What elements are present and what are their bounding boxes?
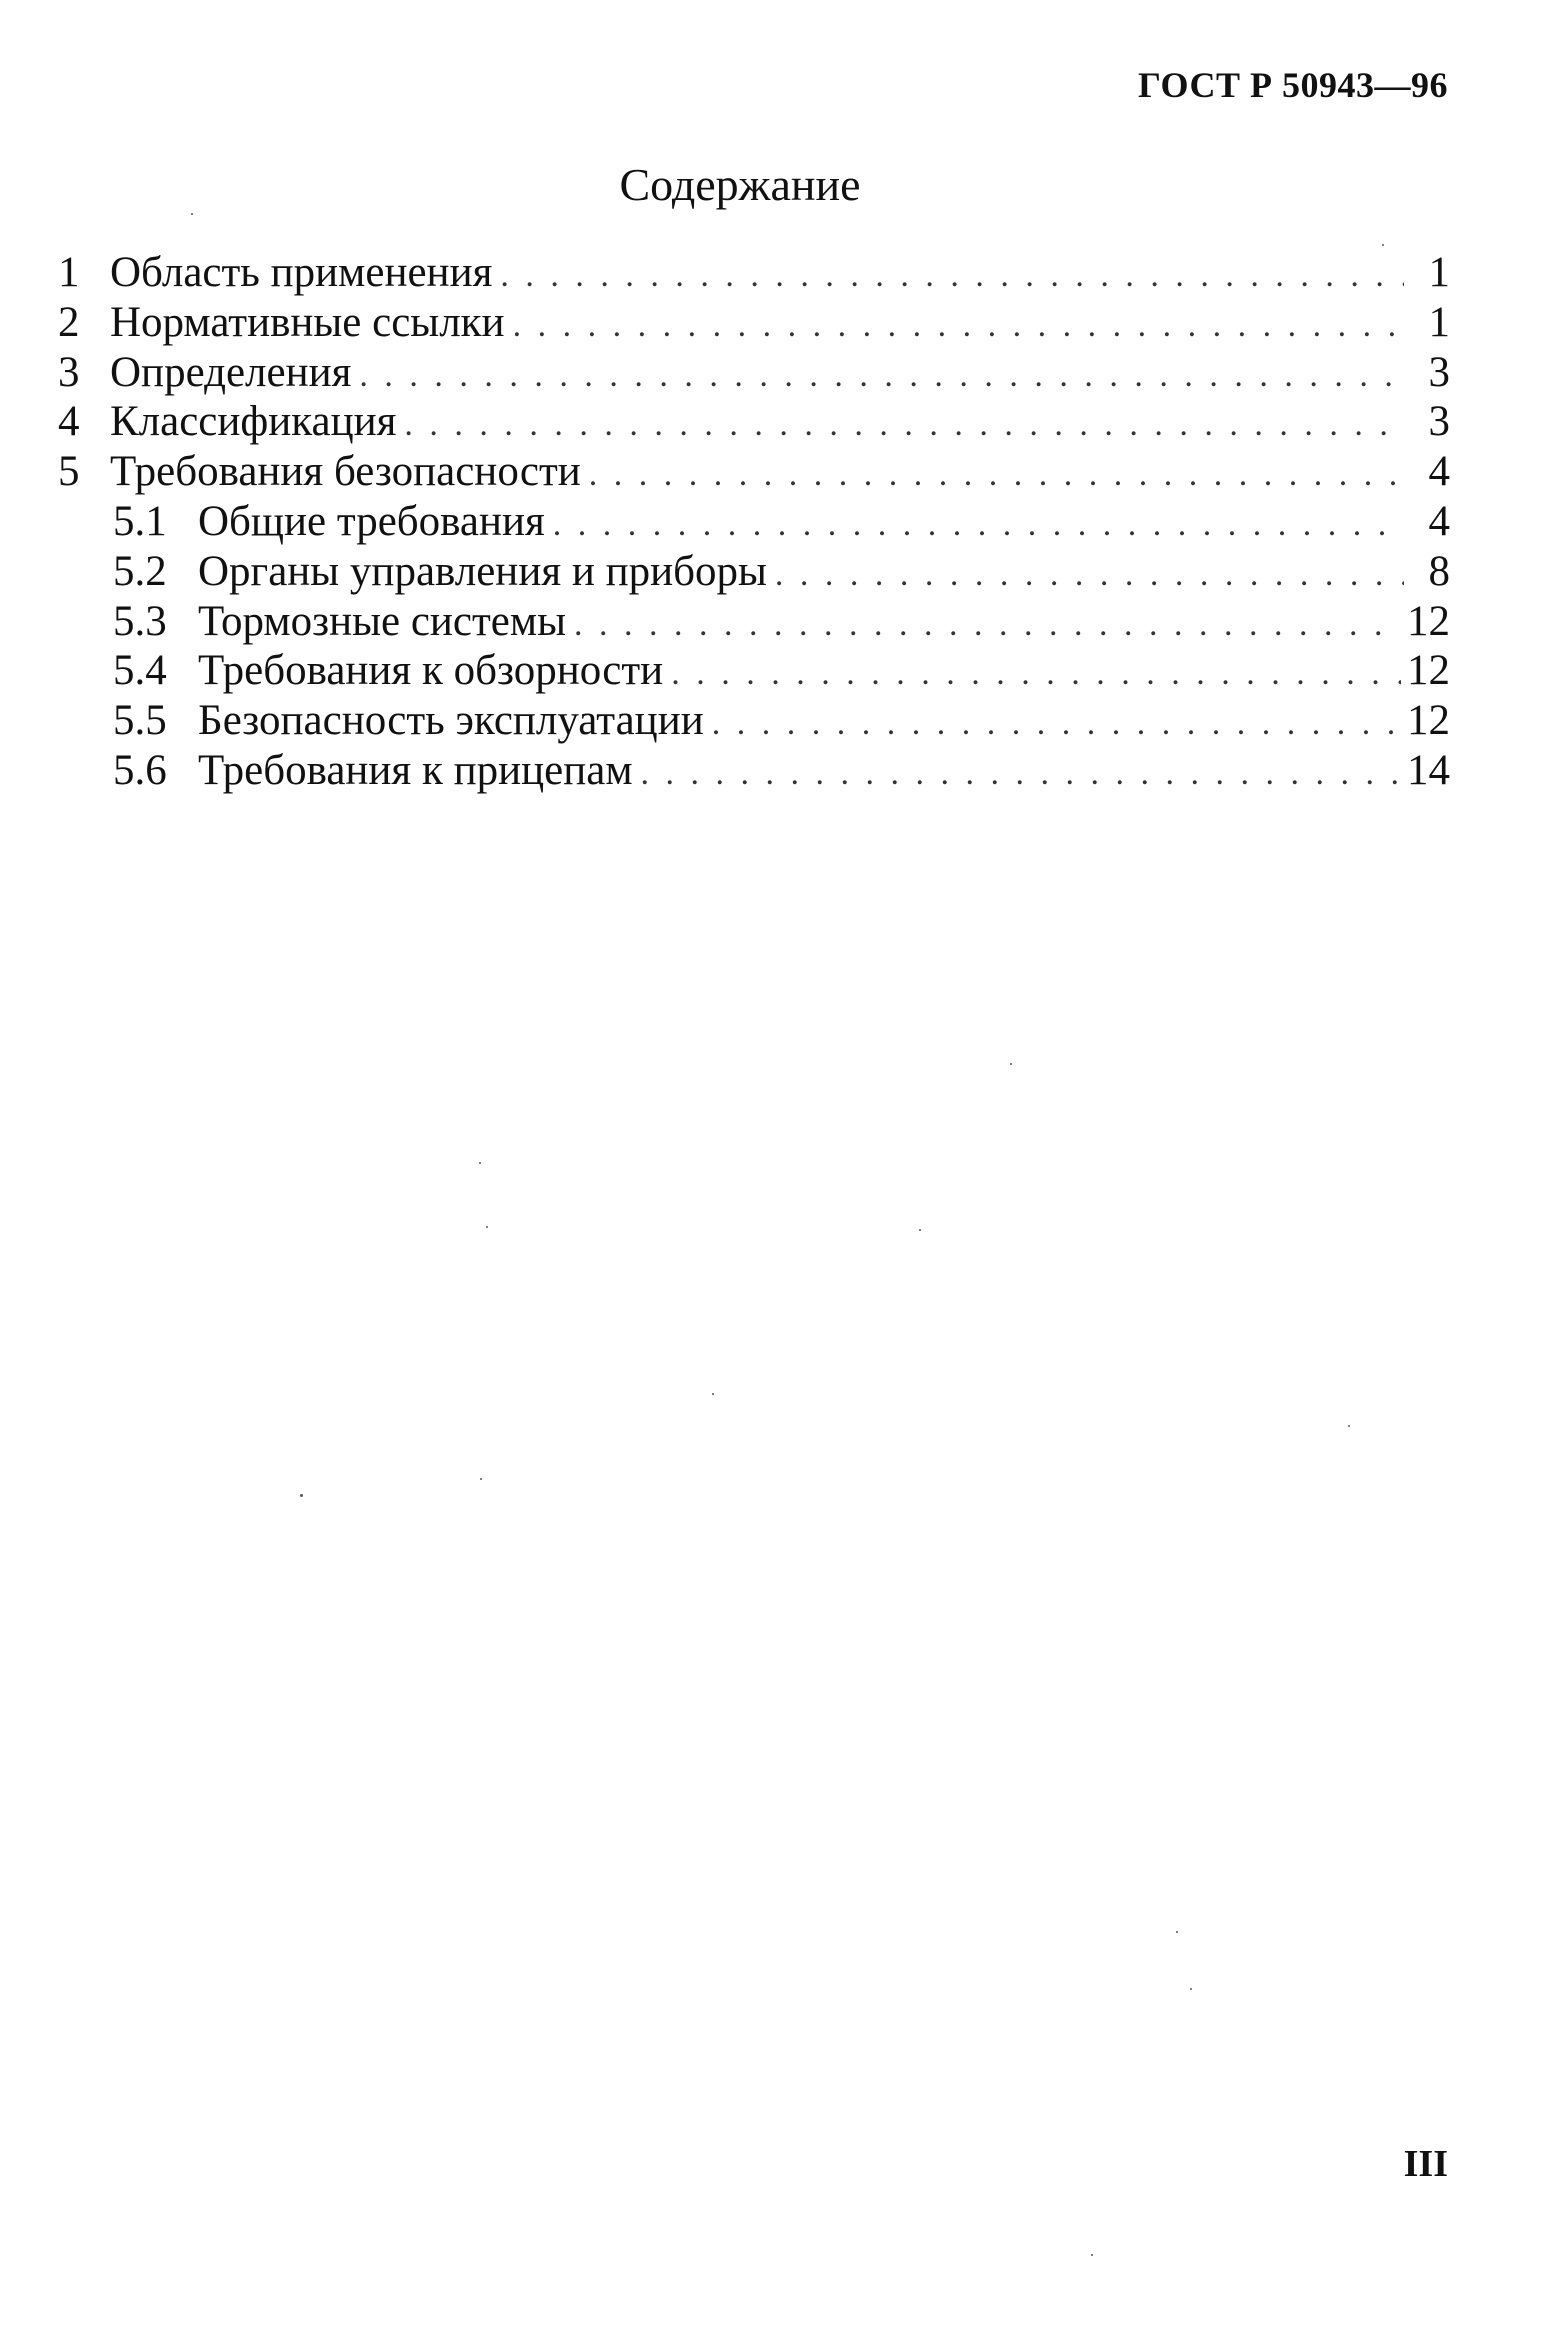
scan-speck (1190, 1988, 1192, 1990)
dot-leader (513, 301, 1404, 351)
scan-speck (1348, 1425, 1350, 1427)
toc-subentry[interactable] (58, 696, 1450, 746)
scan-speck (1176, 1931, 1178, 1933)
toc-entry[interactable] (58, 248, 1450, 298)
dot-leader (404, 400, 1404, 450)
dot-leader (712, 699, 1401, 749)
toc-entry-number: 3 (58, 348, 80, 396)
scan-speck (919, 1229, 921, 1231)
dot-leader (641, 749, 1401, 799)
toc-entry-page: 12 (1407, 647, 1450, 695)
toc-entry-number: 5.4 (113, 647, 167, 695)
scan-speck (712, 1393, 714, 1395)
toc-entry-title: Безопасность эксплуатации (198, 697, 704, 745)
toc-entry-title: Тормозные системы (198, 597, 566, 645)
toc-entry[interactable] (58, 348, 1450, 398)
toc-entry-number: 5.2 (113, 547, 167, 595)
table-of-contents (58, 248, 1450, 796)
toc-entry-title: Область применения (110, 249, 493, 296)
standard-code: ГОСТ Р 50943—96 (1138, 65, 1448, 105)
toc-entry-title: Определения (110, 348, 352, 396)
toc-entry-title: Нормативные ссылки (110, 298, 505, 346)
toc-entry[interactable] (58, 298, 1450, 348)
dot-leader (589, 450, 1404, 500)
toc-entry-title: Требования к прицепам (198, 746, 633, 794)
toc-entry-number: 5.3 (113, 597, 167, 645)
toc-entry-page: 12 (1407, 597, 1450, 645)
toc-entry[interactable] (58, 397, 1450, 447)
scan-speck (1010, 1063, 1012, 1065)
scan-speck (191, 213, 193, 215)
toc-subentry[interactable] (58, 646, 1450, 696)
toc-entry-page: 14 (1407, 746, 1450, 794)
toc-entry-page: 8 (1428, 547, 1450, 595)
toc-entry-title: Общие требования (198, 497, 545, 545)
toc-entry-number: 5.5 (113, 697, 167, 745)
toc-entry-number: 5.6 (113, 746, 167, 794)
toc-entry-number: 5.1 (113, 497, 167, 545)
dot-leader (671, 649, 1401, 699)
dot-leader (500, 251, 1404, 301)
scan-speck (1091, 2254, 1093, 2256)
toc-entry-title: Органы управления и приборы (198, 547, 767, 595)
scan-speck (1382, 244, 1384, 246)
toc-subentry[interactable] (58, 547, 1450, 597)
toc-entry-number: 4 (58, 398, 80, 446)
scan-speck (480, 1478, 482, 1480)
dot-leader (553, 500, 1404, 550)
scan-speck (486, 1226, 488, 1228)
toc-subentry[interactable] (58, 597, 1450, 647)
toc-entry-page: 4 (1428, 497, 1450, 545)
dot-leader (359, 351, 1404, 401)
toc-entry-title: Требования к обзорности (198, 647, 664, 695)
toc-entry-number: 2 (58, 298, 80, 346)
scan-speck (300, 1494, 303, 1497)
toc-entry-number: 1 (58, 249, 80, 296)
dot-leader (574, 600, 1401, 650)
toc-title: Содержание (619, 159, 861, 210)
toc-entry-page: 3 (1428, 398, 1450, 446)
dot-leader (775, 550, 1404, 600)
toc-entry[interactable] (58, 447, 1450, 497)
toc-entry-page: 4 (1428, 448, 1450, 496)
toc-entry-number: 5 (58, 448, 80, 496)
toc-entry-title: Классификация (110, 398, 397, 446)
toc-subentry[interactable] (58, 746, 1450, 796)
toc-entry-page: 12 (1407, 697, 1450, 745)
scan-speck (479, 1162, 481, 1164)
toc-entry-page: 1 (1428, 249, 1450, 296)
toc-entry-page: 1 (1428, 298, 1450, 346)
toc-entry-page: 3 (1428, 348, 1450, 396)
toc-entry-title: Требования безопасности (110, 448, 581, 496)
page-folio: III (1403, 2143, 1448, 2185)
toc-subentry[interactable] (58, 497, 1450, 547)
